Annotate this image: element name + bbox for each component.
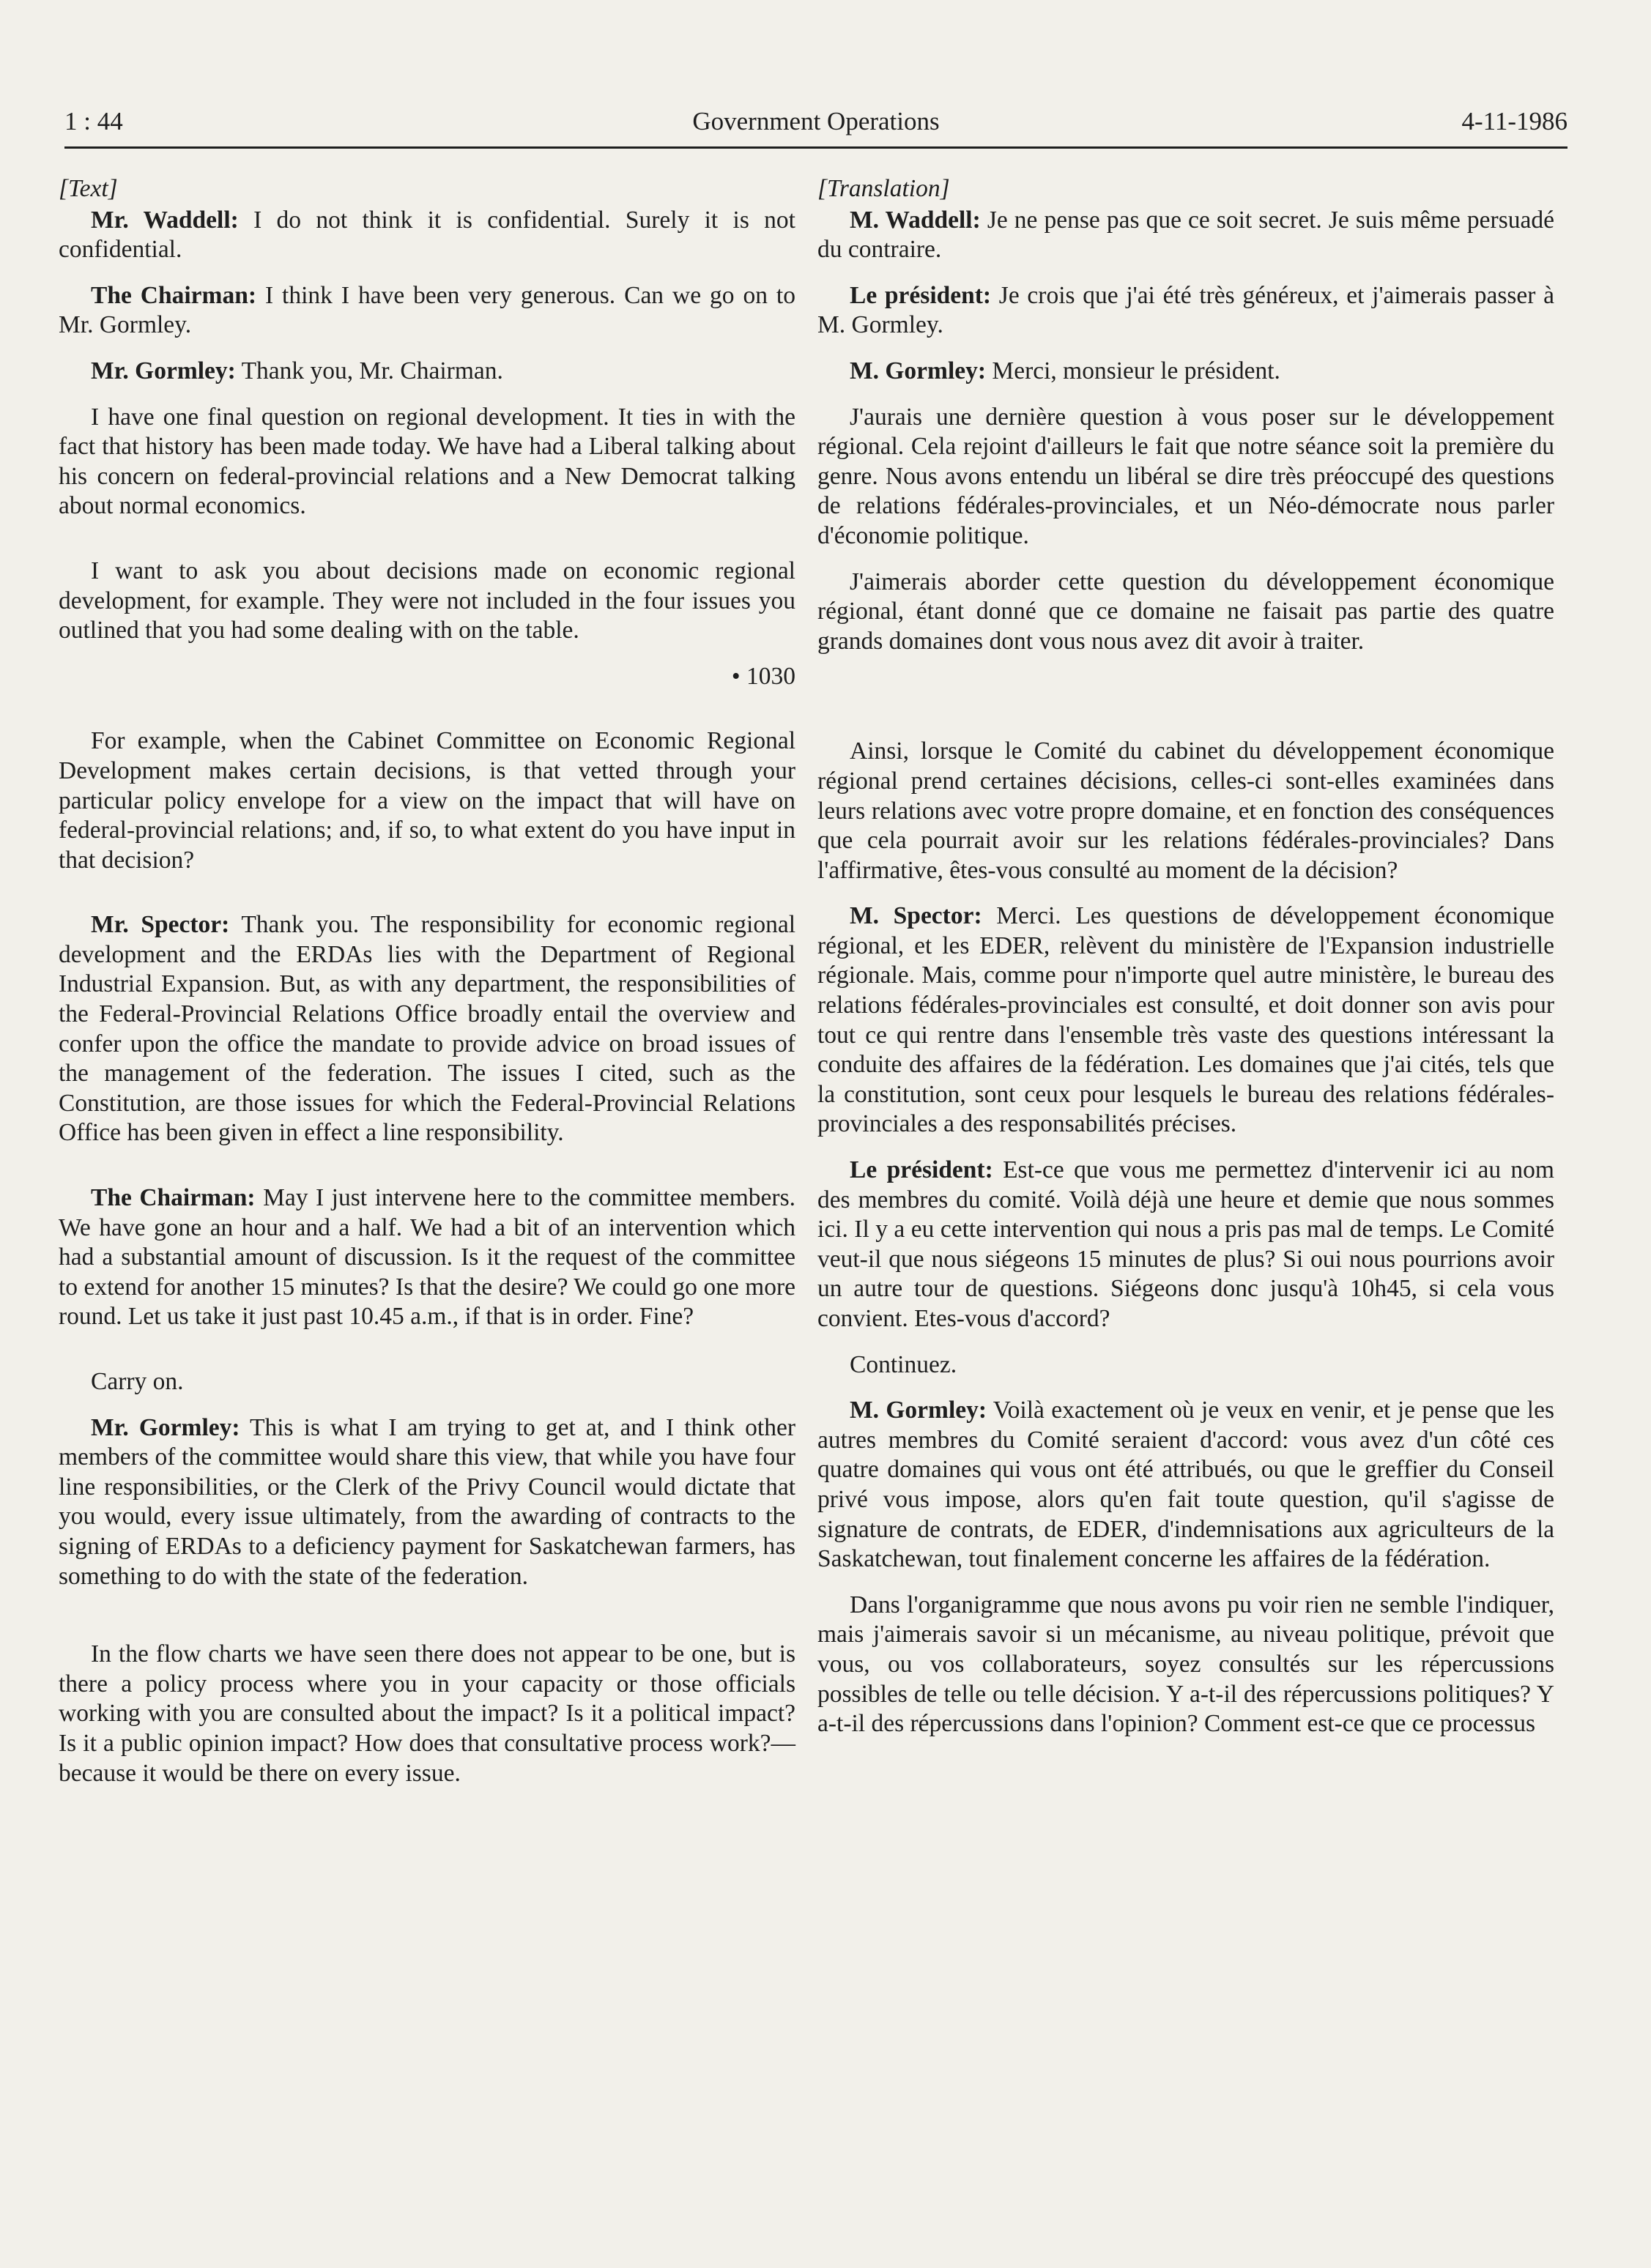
- paragraph: I want to ask you about decisions made on economic regional development, for example. They were not included in the four issues you outlined that you had some dealing with on the table.: [59, 557, 795, 644]
- committee-title: Government Operations: [692, 107, 940, 135]
- spacer: [59, 538, 795, 557]
- speech-text: Je crois que j'ai été très généreux, et j'aimerais passer à M. Gormley.: [817, 281, 1554, 339]
- paragraph: [59, 357, 795, 387]
- spacer: [817, 672, 1554, 704]
- speaker-name: Le président:: [850, 1156, 993, 1184]
- speech-text: I do not think it is confidential. Surely it is not confidential.: [59, 206, 795, 264]
- speaker-name: M. Gormley:: [850, 357, 987, 384]
- paragraph: In the flow charts we have seen there does not appear to be one, but is there a policy process where you in your capacity or those officials working with you are consulted about the impact? Is it a political impact? Is it a public opinion impact? How does that consultative process work?—because it would be there on every issue.: [59, 1640, 795, 1787]
- paragraph: [59, 281, 795, 341]
- paragraph: [59, 1183, 795, 1332]
- speech-text: May I just intervene here to the committee members. We have gone an hour and a half. We had a bit of an intervention which had a substantial amount of discussion. Is it the request of the committee to extend for another 15 minutes? Is that the desire? We could go one more round. Let us take it just past 10.45 a.m., if that is in order. Fine?: [59, 1184, 795, 1331]
- speech-text: Thank you, Mr. Chairman.: [235, 357, 503, 384]
- language-tag: [Text]: [59, 175, 118, 202]
- paragraph: [817, 357, 1554, 387]
- speech-text: Je ne pense pas que ce soit secret. Je suis même persuadé du contraire.: [817, 206, 1554, 264]
- paragraph: [817, 281, 1554, 341]
- speech-text: I think I have been very generous. Can we go on to Mr. Gormley.: [59, 281, 795, 339]
- speaker-name: Mr. Spector:: [91, 911, 230, 939]
- paragraph: J'aurais une dernière question à vous poser sur le développement régional. Cela rejoint d'ailleurs le fait que notre séance soit la première du genre. Nous avons entendu un libéral se dire très préoccupé des questions de relations fédérales-provinciales, et un Néo-démocrate nous parler d'économie politique.: [817, 403, 1554, 549]
- paragraph: [817, 1156, 1554, 1334]
- paragraph: Carry on.: [91, 1368, 184, 1395]
- paragraph: [817, 1396, 1554, 1574]
- speaker-name: Mr. Waddell:: [91, 206, 239, 234]
- paragraph: [817, 206, 1554, 265]
- speaker-name: Mr. Gormley:: [91, 357, 236, 384]
- english-column: [59, 174, 795, 1804]
- session-date: 4-11-1986: [1461, 107, 1567, 135]
- french-column: [817, 174, 1554, 1755]
- spacer: [59, 891, 795, 910]
- paragraph: J'aimerais aborder cette question du développement économique régional, étant donné que ce domaine ne faisait pas partie des quatre grands domaines dont vous nous avez dit avoir à traiter.: [817, 568, 1554, 655]
- speech-text: Voilà exactement où je veux en venir, et je pense que les autres membres du Comité seraient d'accord: vous avez d'un côté ces quatre domaines qui vous ont été attribués, ou que le greffier du Conseil privé vous impose, alors qu'en fait toute question, qu'il s'agisse de signature de contrats, de EDER, d'indemnisations aux agriculteurs de la Saskatchewan, tout finalement concerne les affaires de la fédération.: [817, 1397, 1554, 1573]
- speech-text: This is what I am trying to get at, and I think other members of the committee would share this view, that while you have four line responsibilities, or the Clerk of the Privy Council would dictate that you would, every issue ultimately, from the awarding of contracts to the signing of ERDAs to a deficiency payment for Saskatchewan farmers, has something to do with the state of the federation.: [59, 1413, 795, 1590]
- paragraph: Dans l'organigramme que nous avons pu voir rien ne semble l'indiquer, mais j'aimerais savoir si un mécanisme, au niveau politique, prévoit que vous, ou vos collaborateurs, soyez consultés sur les répercussions possibles de telle ou telle décision. Y a-t-il des répercussions politiques? Y a-t-il des répercussions dans l'opinion? Comment est-ce que ce processus: [817, 1591, 1554, 1738]
- speaker-name: M. Waddell:: [850, 206, 981, 234]
- spacer: [59, 1348, 795, 1367]
- speech-text: Est-ce que vous me permettez d'intervenir ici au nom des membres du comité. Voilà déjà une heure et demie que nous sommes ici. Il y a eu cette intervention qui nous a pris pas mal de temps. Le Comité veut-il que nous siégeons 15 minutes de plus? Si oui nous pourrions avoir un autre tour de questions. Siégeons donc jusqu'à 10h45, si cela vous convient. Etes-vous d'accord?: [817, 1156, 1554, 1332]
- spacer: [817, 704, 1554, 737]
- paragraph: [59, 206, 795, 265]
- speaker-name: Le président:: [850, 281, 992, 309]
- paragraph: I have one final question on regional development. It ties in with the fact that history has been made today. We have had a Liberal talking about his concern on federal-provincial relations and a New Democrat talking about normal economics.: [59, 403, 795, 520]
- spacer: [59, 707, 795, 726]
- paragraph: For example, when the Cabinet Committee on Economic Regional Development makes certain decisions, is that vetted through your particular policy envelope for a view on the impact that will have on federal-provincial relations; and, if so, to what extent do you have input in that decision?: [59, 727, 795, 874]
- speech-text: Merci. Les questions de développement économique régional, et les EDER, relèvent du ministère de l'Expansion industrielle régionale. Mais, comme pour n'importe quel autre ministère, le bureau des relations fédérales-provinciales est consulté, et doit donner son avis pour tout ce qui rentre dans l'ensemble très vaste des questions intéressant la conduite des affaires de la fédération. Les domaines que j'ai cités, tels que la constitution, sont ceux pour lesquels le bureau des relations fédérales-provinciales a des responsabilités précises.: [817, 902, 1554, 1138]
- speech-text: Thank you. The responsibility for economic regional development and the ERDAs lies with the Department of Regional Industrial Expansion. But, as with any department, the responsibilities of the Federal-Provincial Relations Office broadly entail the overview and confer upon the office the mandate to provide advice on broad issues of the management of the federation. The issues I cited, such as the Constitution, are those issues for which the Federal-Provincial Relations Office has been given in effect a line responsibility.: [59, 911, 796, 1147]
- speaker-name: M. Spector:: [850, 902, 982, 930]
- speech-text: Merci, monsieur le président.: [986, 357, 1280, 384]
- speaker-name: The Chairman:: [91, 1184, 256, 1212]
- speaker-name: The Chairman:: [91, 281, 256, 309]
- paragraph: Ainsi, lorsque le Comité du cabinet du développement économique régional prend certaines décisions, celles-ci sont-elles examinées dans leurs relations avec votre propre domaine, et en fonction des conséquences que cela pourrait avoir sur les relations fédérales-provinciales? Dans l'affirmative, êtes-vous consulté au moment de la décision?: [817, 737, 1554, 884]
- page-number: 1 : 44: [64, 107, 123, 135]
- speaker-name: Mr. Gormley:: [91, 1413, 240, 1441]
- paragraph: [817, 901, 1554, 1139]
- paragraph: Continuez.: [850, 1350, 957, 1378]
- paragraph: [59, 910, 795, 1148]
- spacer: [59, 1164, 795, 1183]
- spacer: [59, 1607, 795, 1640]
- page-header: [64, 100, 1567, 149]
- language-tag: [Translation]: [817, 175, 950, 202]
- time-marker: • 1030: [731, 662, 795, 690]
- speaker-name: M. Gormley:: [850, 1397, 987, 1424]
- paragraph: [59, 1413, 795, 1592]
